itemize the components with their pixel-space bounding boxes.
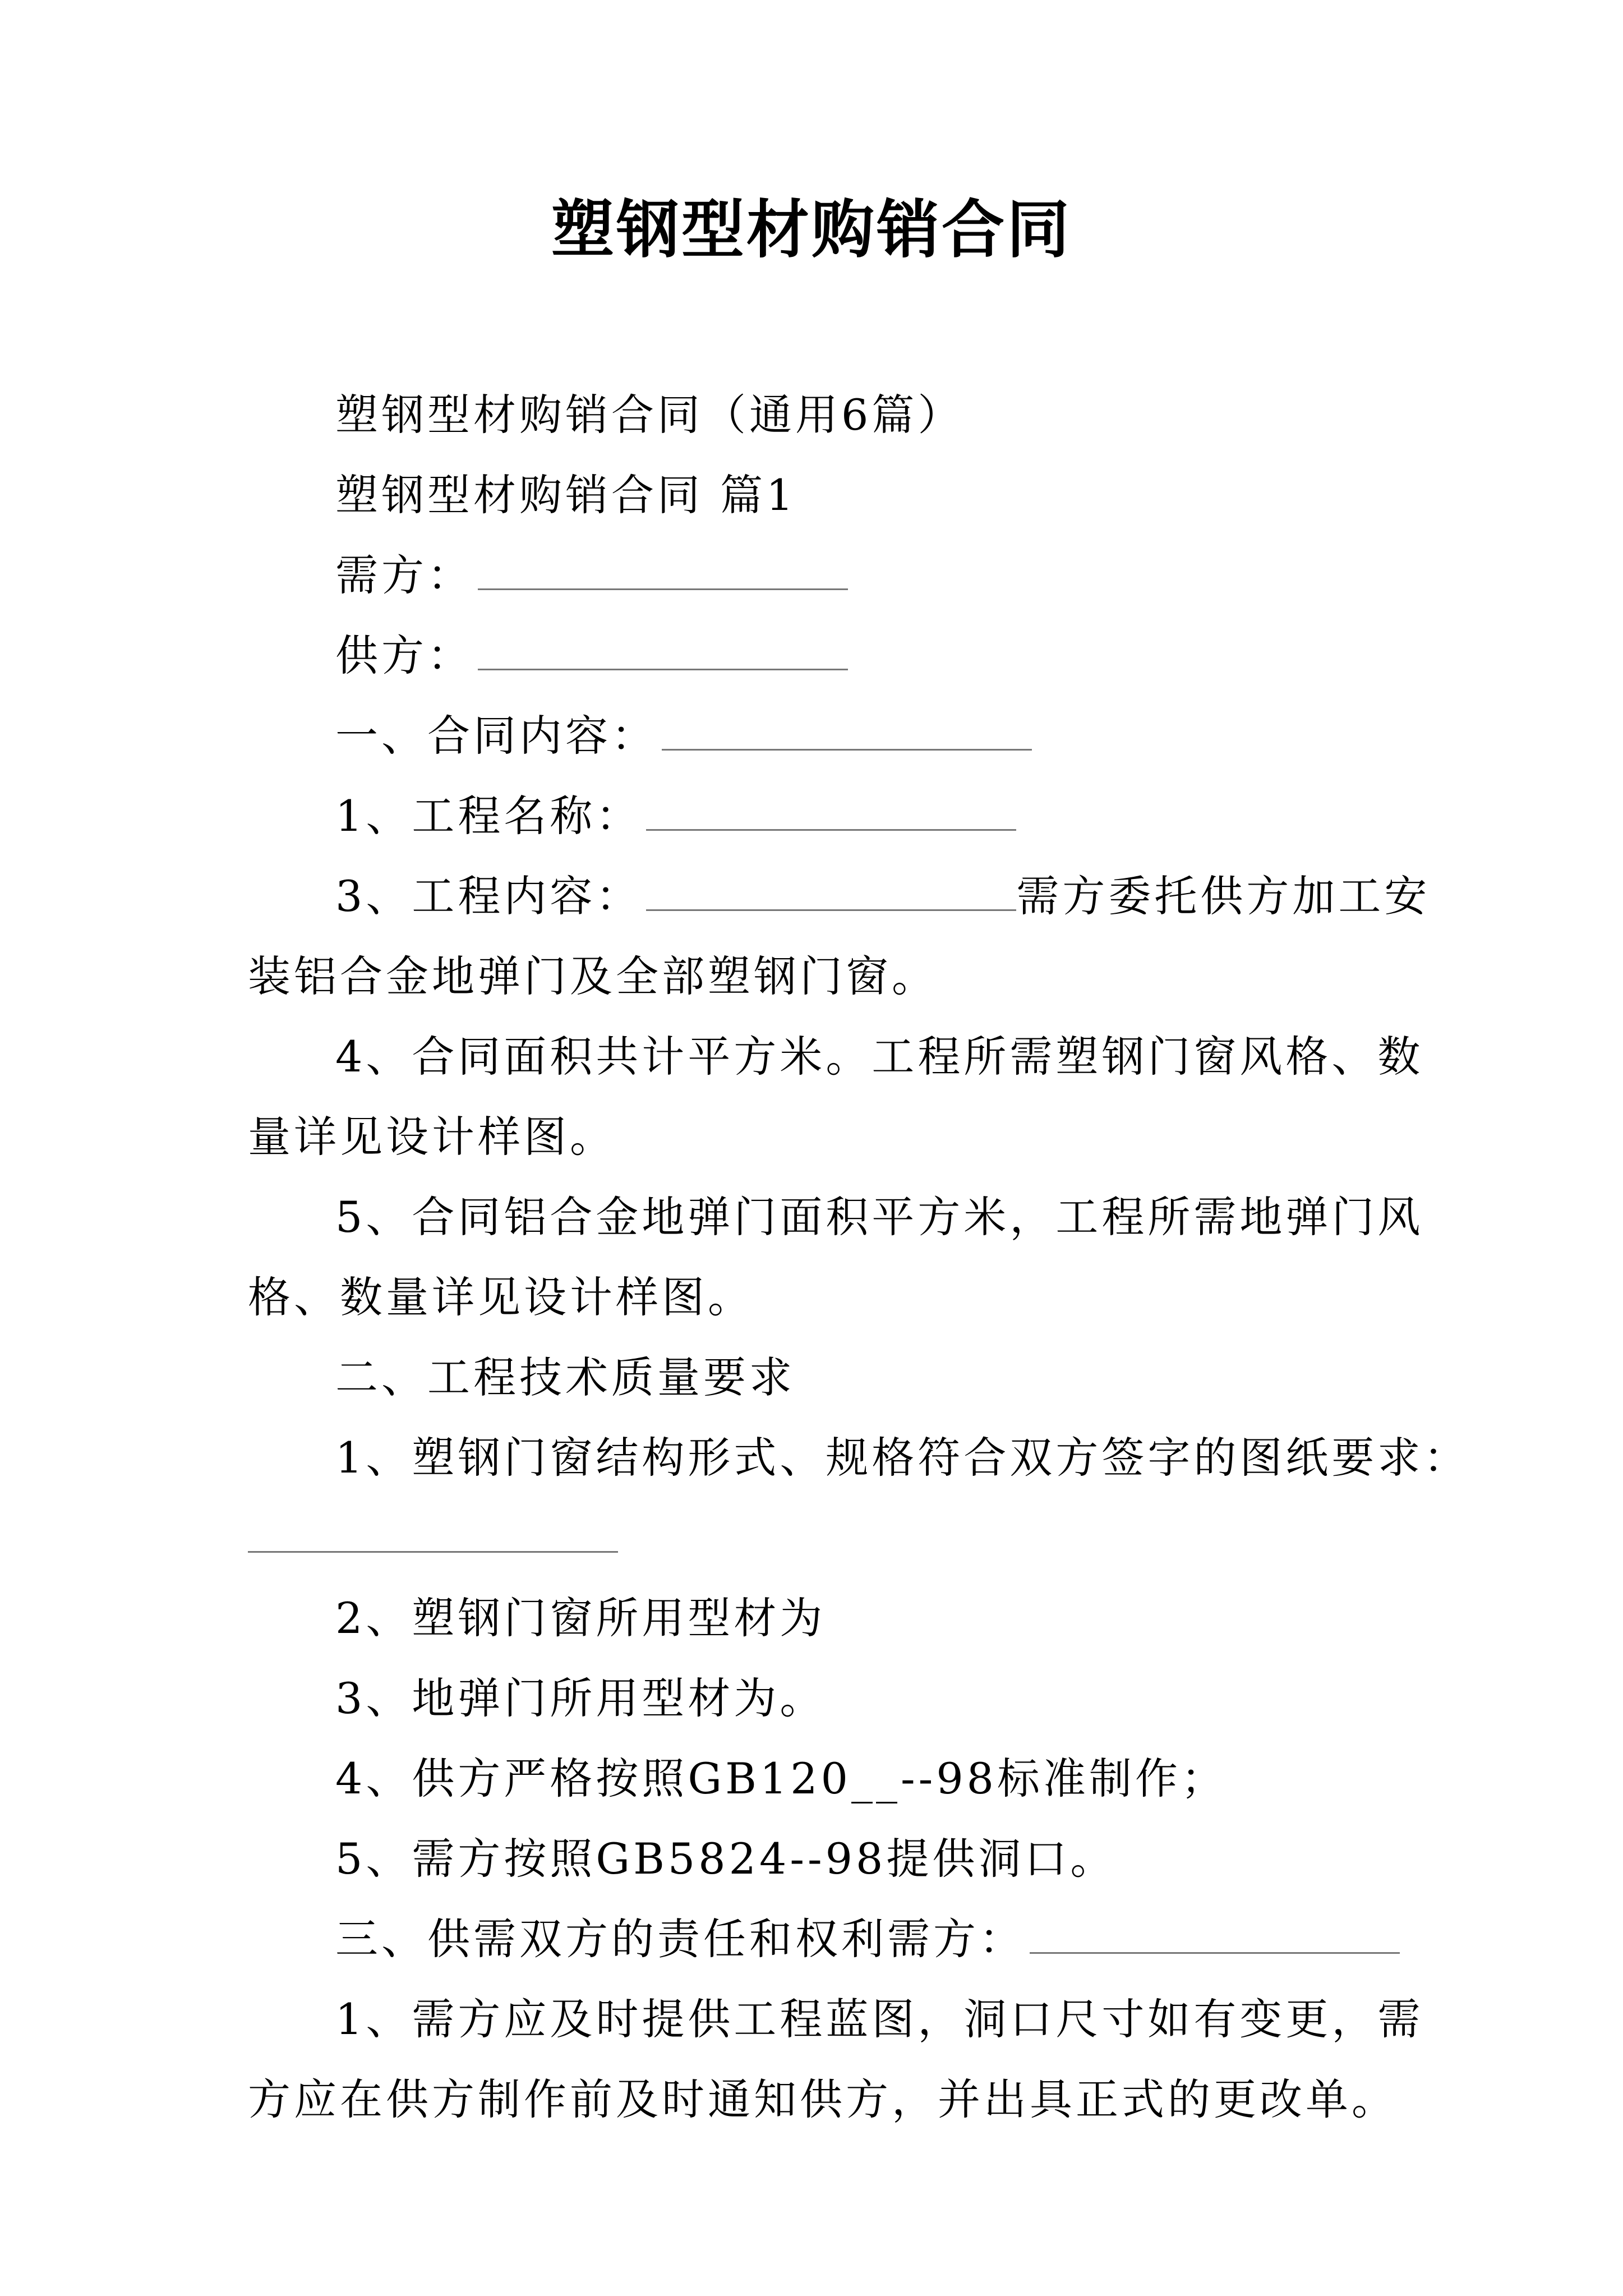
paragraph-standard-gb120: 4、供方严格按照GB120__--98标准制作； <box>335 1754 1228 1803</box>
fill-in-blank <box>248 1517 618 1553</box>
paragraph-responsibilities-heading: 三、供需双方的责任和权利需方： <box>248 1899 1386 1979</box>
paragraph-project-name: 1、工程名称： <box>248 776 1386 856</box>
paragraph-contract-area-cont: 量详见设计样图。 <box>248 1112 616 1162</box>
paragraph-project-content: 3、工程内容： 需方委托供方加工安 <box>335 871 1431 921</box>
paragraph-buyer: 需方： <box>248 535 1386 615</box>
paragraph-door-area: 5、合同铝合金地弹门面积平方米，工程所需地弹门风 <box>335 1192 1424 1242</box>
paragraph-contract-content: 一、合同内容： <box>248 696 1386 776</box>
fill-in-blank <box>478 555 848 590</box>
paragraph-quality-heading: 二、工程技术质量要求 <box>335 1352 795 1402</box>
fill-in-blank <box>478 635 848 670</box>
fill-in-blank <box>646 795 1016 831</box>
paragraph-supplier: 供方： <box>248 615 1386 696</box>
paragraph-blueprint: 1、需方应及时提供工程蓝图，洞口尺寸如有变更，需 <box>335 1994 1424 2044</box>
paragraph-structure-spec-blank <box>248 1498 1386 1578</box>
paragraph-contract-area: 4、合同面积共计平方米。工程所需塑钢门窗风格、数 <box>335 1032 1424 1082</box>
fill-in-blank <box>1030 1918 1400 1954</box>
fill-in-blank <box>662 715 1032 751</box>
paragraph-project-content-cont: 装铝合金地弹门及全部塑钢门窗。 <box>248 951 938 1001</box>
paragraph-window-profile: 2、塑钢门窗所用型材为 <box>335 1593 826 1643</box>
paragraph-blueprint-cont: 方应在供方制作前及时通知供方，并出具正式的更改单。 <box>248 2074 1398 2124</box>
paragraph-subtitle: 塑钢型材购销合同（通用6篇） <box>335 390 964 440</box>
document-title: 塑钢型材购销合同 <box>551 194 1072 266</box>
fill-in-blank <box>646 876 1016 911</box>
document-body <box>248 375 1470 2139</box>
paragraph-structure-spec: 1、塑钢门窗结构形式、规格符合双方签字的图纸要求： <box>335 1433 1470 1483</box>
paragraph-door-profile: 3、地弹门所用型材为。 <box>335 1673 826 1723</box>
paragraph-door-area-cont: 格、数量详见设计样图。 <box>248 1272 754 1322</box>
paragraph-standard-gb5824: 5、需方按照GB5824--98提供洞口。 <box>335 1834 1117 1884</box>
paragraph-section-heading: 塑钢型材购销合同 篇1 <box>335 470 797 520</box>
